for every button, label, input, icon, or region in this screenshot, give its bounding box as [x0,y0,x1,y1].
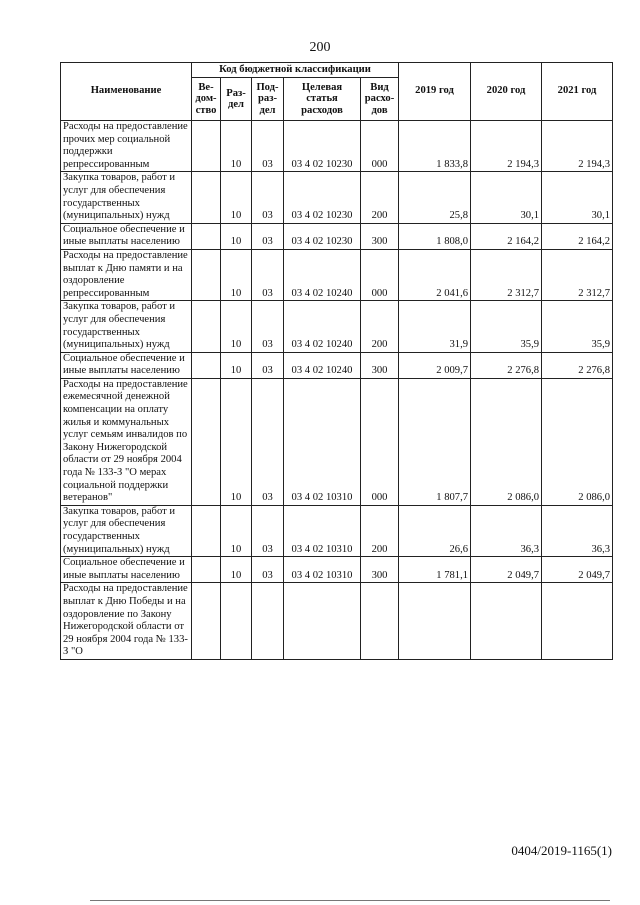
row-name: Закупка товаров, работ и услуг для обеспечения государственных (муниципальных) нужд [61,172,192,223]
row-section [221,583,252,660]
row-value-2019: 1 808,0 [399,223,471,249]
header-target: Целевая статья расходов [284,78,361,121]
row-dept [192,249,221,300]
row-dept [192,121,221,172]
table-row [61,301,613,352]
table-header [61,63,613,121]
row-value-2019: 1 807,7 [399,378,471,505]
row-value-2021: 2 049,7 [542,557,613,583]
row-type: 300 [361,557,399,583]
row-section: 10 [221,121,252,172]
row-value-2021: 2 276,8 [542,352,613,378]
row-value-2021: 35,9 [542,301,613,352]
row-value-2020: 2 194,3 [471,121,542,172]
budget-table [60,62,613,660]
row-subsection: 03 [252,378,284,505]
row-subsection: 03 [252,249,284,300]
table-row [61,121,613,172]
row-target: 03 4 02 10310 [284,378,361,505]
row-section: 10 [221,249,252,300]
row-type: 200 [361,505,399,556]
row-type: 300 [361,223,399,249]
row-target: 03 4 02 10240 [284,301,361,352]
row-dept [192,301,221,352]
row-value-2019 [399,583,471,660]
row-value-2021: 2 164,2 [542,223,613,249]
table-row [61,378,613,505]
row-section: 10 [221,223,252,249]
row-value-2019: 2 041,6 [399,249,471,300]
row-subsection: 03 [252,223,284,249]
row-name: Социальное обеспечение и иные выплаты населению [61,352,192,378]
row-target: 03 4 02 10310 [284,557,361,583]
row-type: 000 [361,121,399,172]
row-dept [192,505,221,556]
header-2020: 2020 год [471,63,542,121]
row-type: 200 [361,172,399,223]
row-type: 000 [361,249,399,300]
table-row [61,172,613,223]
row-type: 000 [361,378,399,505]
row-value-2020: 2 049,7 [471,557,542,583]
header-dept: Ве- дом- ство [192,78,221,121]
row-value-2020: 2 164,2 [471,223,542,249]
header-code-group: Код бюджетной классификации [192,63,399,78]
row-dept [192,223,221,249]
row-name: Закупка товаров, работ и услуг для обеспечения государственных (муниципальных) нужд [61,505,192,556]
header-type: Вид расхо- дов [361,78,399,121]
row-subsection: 03 [252,352,284,378]
header-2021: 2021 год [542,63,613,121]
row-section: 10 [221,172,252,223]
row-type: 300 [361,352,399,378]
row-subsection: 03 [252,172,284,223]
row-value-2021: 36,3 [542,505,613,556]
row-value-2021 [542,583,613,660]
header-2019: 2019 год [399,63,471,121]
table-row [61,557,613,583]
table-row [61,352,613,378]
table-row [61,505,613,556]
row-value-2019: 1 833,8 [399,121,471,172]
table-row [61,223,613,249]
row-target [284,583,361,660]
row-name: Расходы на предоставление выплат к Дню Победы и на оздоровление по Закону Нижегородской области от 29 ноября 2004 года № 133-З "О [61,583,192,660]
row-value-2019: 25,8 [399,172,471,223]
row-dept [192,172,221,223]
row-subsection: 03 [252,121,284,172]
header-section: Раз- дел [221,78,252,121]
row-name: Закупка товаров, работ и услуг для обеспечения государственных (муниципальных) нужд [61,301,192,352]
header-name: Наименование [61,63,192,121]
row-target: 03 4 02 10240 [284,352,361,378]
row-value-2021: 2 086,0 [542,378,613,505]
row-target: 03 4 02 10230 [284,223,361,249]
row-name: Расходы на предоставление прочих мер социальной поддержки репрессированным [61,121,192,172]
row-value-2021: 2 194,3 [542,121,613,172]
header-subsection: Под- раз- дел [252,78,284,121]
row-value-2020: 2 312,7 [471,249,542,300]
row-type [361,583,399,660]
row-value-2020: 2 276,8 [471,352,542,378]
row-name: Расходы на предоставление выплат к Дню памяти и на оздоровление репрессированным [61,249,192,300]
row-target: 03 4 02 10310 [284,505,361,556]
row-value-2021: 30,1 [542,172,613,223]
row-value-2019: 2 009,7 [399,352,471,378]
row-subsection: 03 [252,505,284,556]
row-type: 200 [361,301,399,352]
row-name: Социальное обеспечение и иные выплаты населению [61,223,192,249]
page-number: 200 [309,40,331,55]
row-dept [192,378,221,505]
row-name: Социальное обеспечение и иные выплаты населению [61,557,192,583]
row-subsection [252,583,284,660]
row-dept [192,352,221,378]
row-value-2020 [471,583,542,660]
row-subsection: 03 [252,301,284,352]
row-value-2020: 35,9 [471,301,542,352]
row-section: 10 [221,557,252,583]
row-value-2020: 36,3 [471,505,542,556]
row-dept [192,557,221,583]
row-value-2020: 2 086,0 [471,378,542,505]
row-section: 10 [221,301,252,352]
row-name: Расходы на предоставление ежемесячной денежной компенсации на оплату жилья и коммунальных услуг семьям инвалидов по Закону Нижегородской области от 29 ноября 2004 года № 133-З "О мерах социальной поддержки ветеранов" [61,378,192,505]
table-row [61,249,613,300]
row-target: 03 4 02 10230 [284,121,361,172]
row-target: 03 4 02 10240 [284,249,361,300]
table-row [61,583,613,660]
row-section: 10 [221,378,252,505]
document-code: 0404/2019-1165(1) [511,843,612,858]
row-value-2019: 1 781,1 [399,557,471,583]
page-bottom-line [90,900,610,901]
row-value-2020: 30,1 [471,172,542,223]
row-dept [192,583,221,660]
row-value-2021: 2 312,7 [542,249,613,300]
row-target: 03 4 02 10230 [284,172,361,223]
row-value-2019: 31,9 [399,301,471,352]
row-section: 10 [221,352,252,378]
row-section: 10 [221,505,252,556]
row-subsection: 03 [252,557,284,583]
table-body [61,121,613,660]
row-value-2019: 26,6 [399,505,471,556]
